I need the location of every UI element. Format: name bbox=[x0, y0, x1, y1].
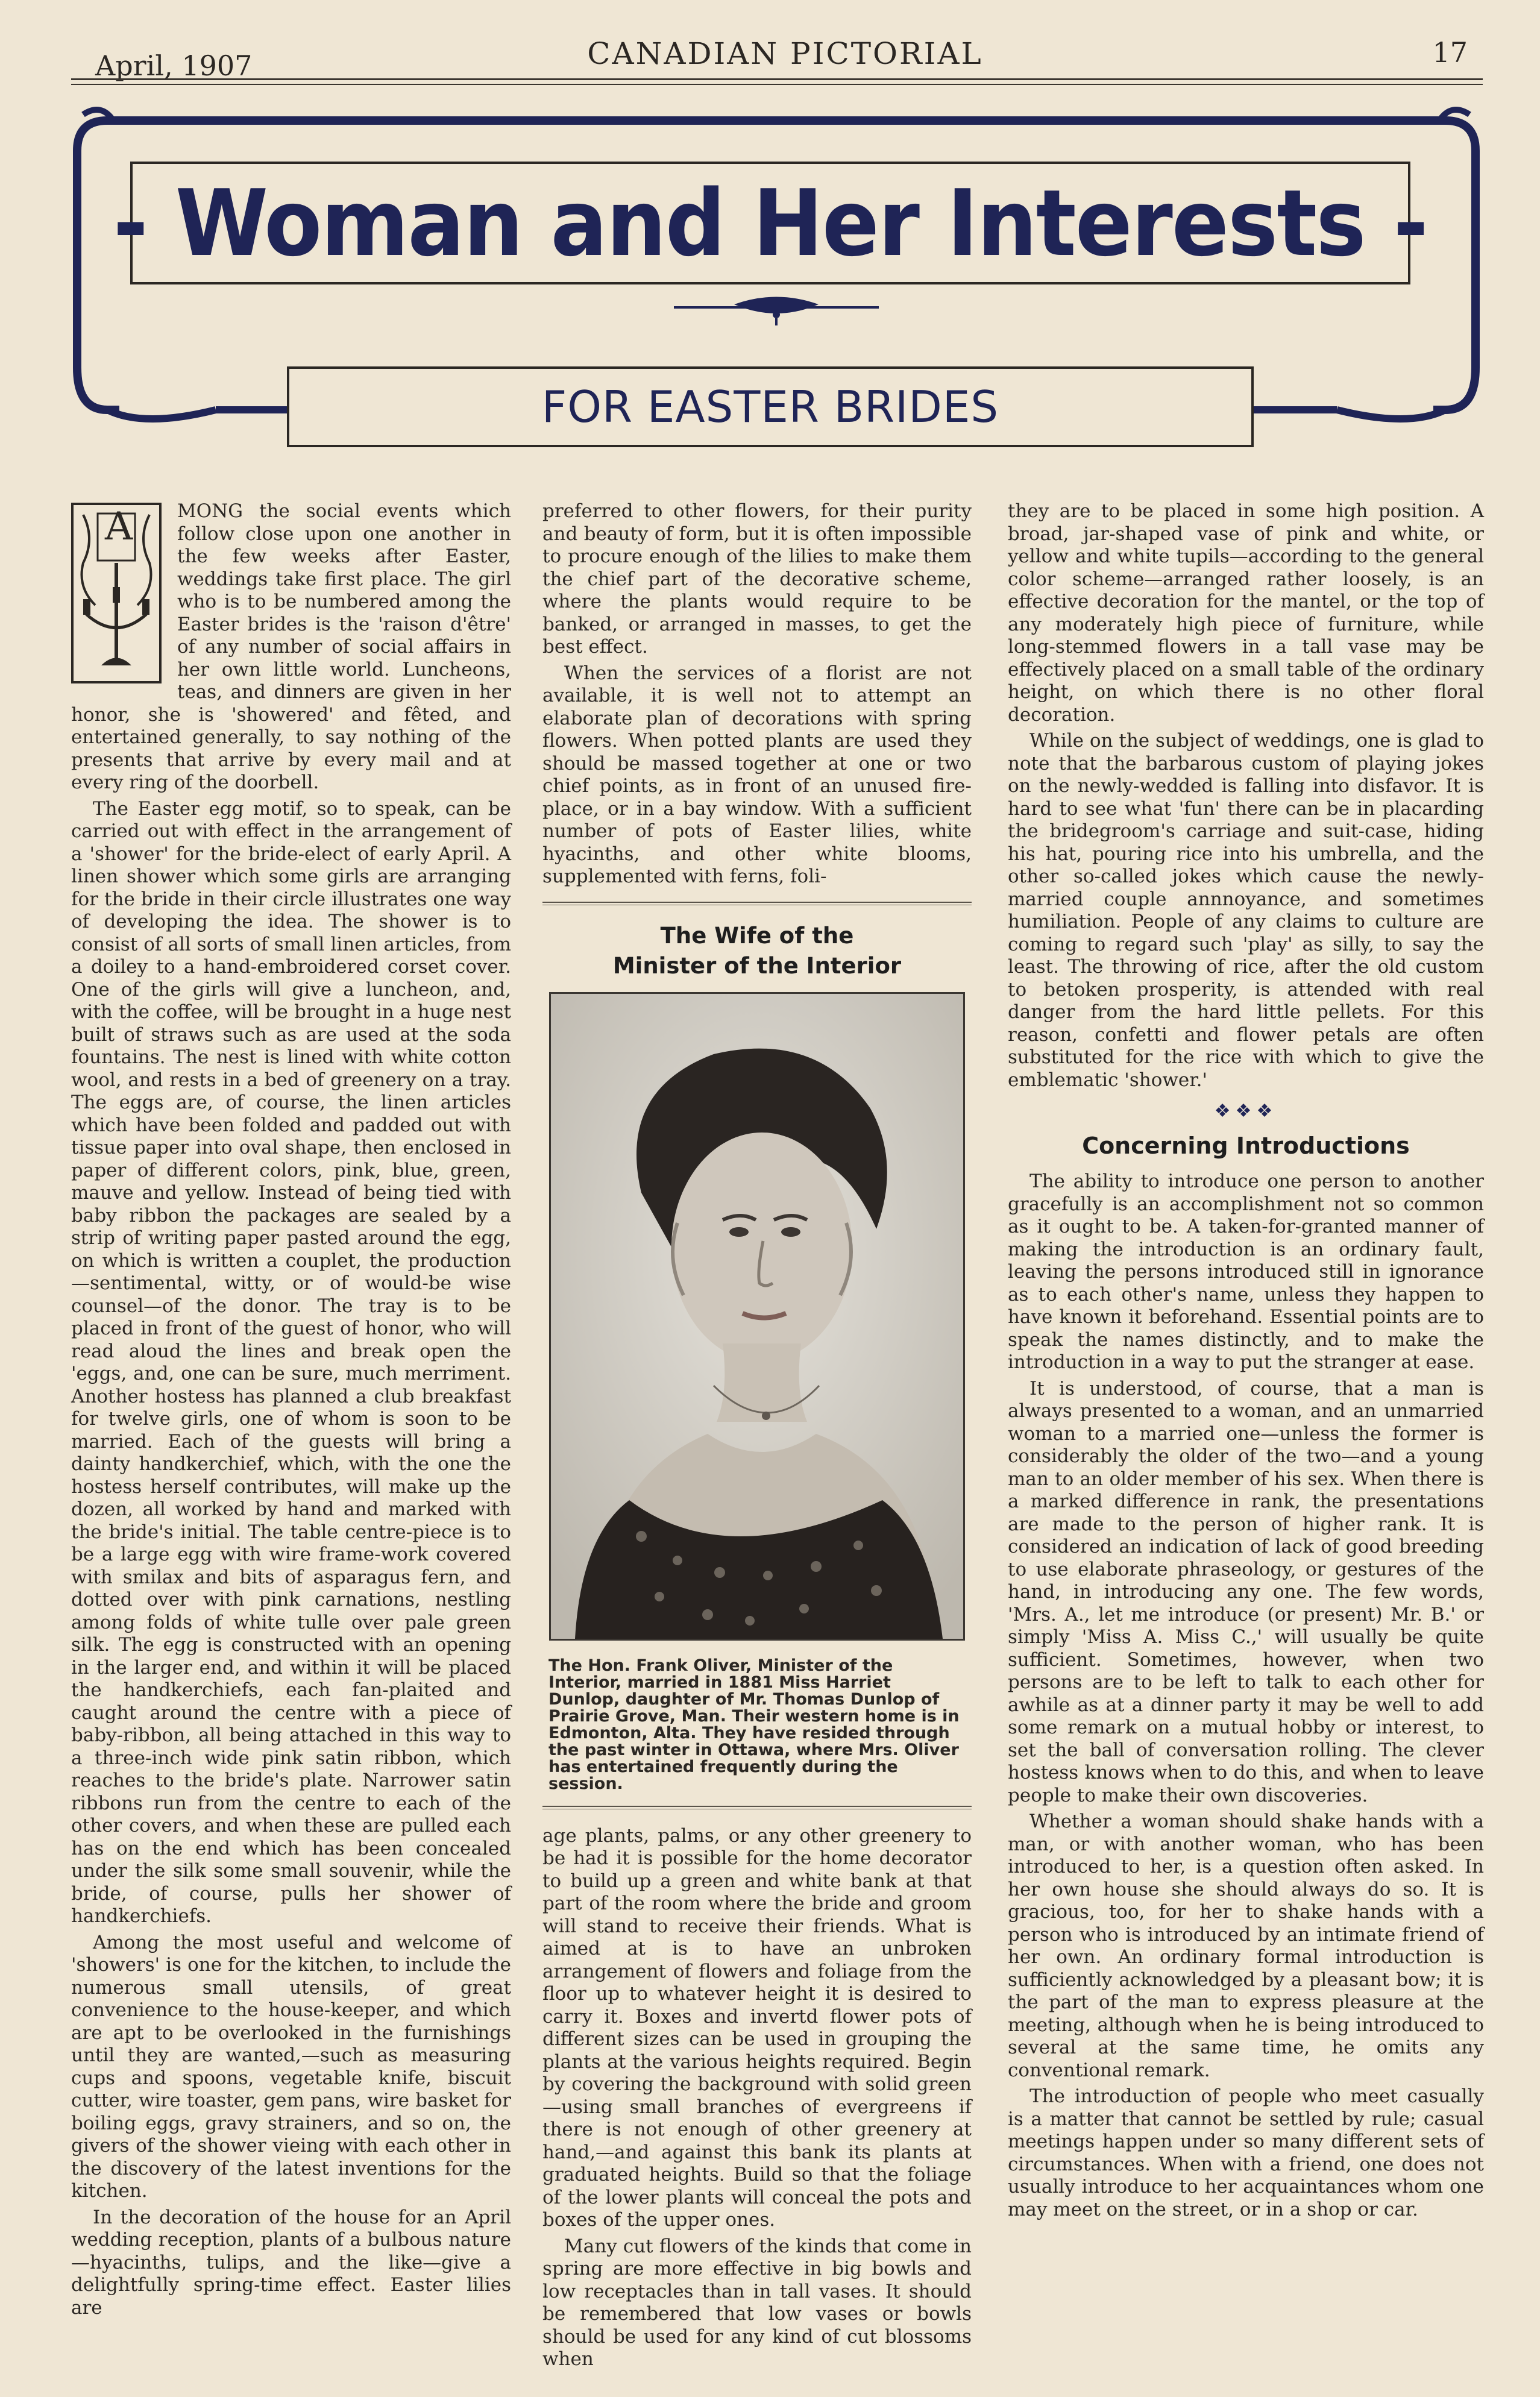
introductions-paragraph: It is understood, of course, that a man is always presented to a woman, and an unmarried woman to a married one—unless the former is considerably the older of the two—and a young man to an older member of his sex. When there is a marked difference in rank, the presentations are made to the person of higher rank. It is considered an indication of lack of good breeding to use elaborate phraseology, or gestures of the hand, in introducing any one. The few words, 'Mrs. A., let me introduce (or present) Mr. B.' or simply 'Miss A. Miss C.,' will usually be quite sufficient. Sometimes, however, when two persons are to be left to talk to each other for awhile as at a dinner party it may be well to add some remark on a mutual hobby or interest, to set the ball of conversation rolling. The clever hostess knows when to do this, and when to leave people to make their own discoveries. bbox=[1008, 1377, 1484, 1806]
header-rule bbox=[71, 78, 1483, 85]
running-head bbox=[90, 31, 1480, 86]
introductions-heading: Concerning Introductions bbox=[1082, 1132, 1410, 1159]
article-paragraph: The Easter egg motif, so to speak, can be carried out with effect in the arrangement of a 'shower' for the bride-elect of early April. A linen shower which some girls are arranging for the bride in their circle illustrates one way of developing the idea. The shower is to consist of all sorts of small linen articles, from a doiley to a hand-embroidered corset cover. One of the girls will give a luncheon, and, with the coffee, will be brought in a huge nest built of straws such as are used at the soda fountains. The nest is lined with white cotton wool, and rests in a bed of greenery on a tray. The eggs are, of course, the linen articles which have been folded and padded out with tissue paper into oval shape, then enclosed in paper of different colors, pink, blue, green, mauve and yellow. Instead of being tied with baby ribbon the packages are sealed by a strip of writing paper pasted around the egg, on which is written a couplet, the production—sentimental, witty, or of would-be wise counsel—of the donor. The tray is to be placed in front of the guest of honor, who will read aloud the lines and break open the 'eggs, and, one can be sure, much merriment. Another hostess has planned a club breakfast for twelve girls, one of whom is soon to be married. Each of the guests will bring a dainty handkerchief, which, with the one the hostess herself contributes, will make up the dozen, all worked by hand and marked with the bride's initial. The table centre-piece is to be a large egg with wire frame-work covered with smilax and bits of asparagus fern, and dotted over with pink carnations, nestling among folds of white tulle over pale green silk. The egg is constructed with an opening in the larger end, and within it will be placed the handkerchiefs, each fan-plaited and caught around the centre with a piece of baby-ribbon, all being attached in this way to a three-inch wide pink satin ribbon, which reaches to the bride's plate. Narrower satin ribbons run from the centre to each of the other covers, and when these are pulled each has on the end which has been concealed under the silk some small souvenir, while the bride, of course, pulls her shower of handkerchiefs. bbox=[71, 797, 511, 1927]
publication-name: CANADIAN PICTORIAL bbox=[587, 36, 983, 71]
banner-title: - Woman and Her Interests - bbox=[113, 169, 1428, 277]
section-banner bbox=[71, 96, 1482, 482]
column-divider bbox=[542, 1806, 972, 1809]
article-paragraph: preferred to other flowers, for their purity and beauty of form, but it is often impossible to procure enough of the lilies to make them the chief part of the decorative scheme, where the plants would require to be banked, or arranged in masses, to get the best effect. bbox=[542, 500, 972, 658]
portrait-heading-line-1: The Wife of the bbox=[660, 922, 854, 949]
article-paragraph: age plants, palms, or any other greenery to be had it is possible for the home decorator to build up a green and white bank at that part of the room where the bride and groom will stand to receive their friends. What is aimed at is to have an unbroken arrangement of flowers and foliage from the floor up to whatever height it is desired to carry it. Boxes and invertd flower pots of different sizes can be used in grouping the plants at the various heights required. Begin by covering the background with solid green—using small branches of evergreens if there is not enough of other greenery at hand,—and against this bank its plants at graduated heights. Build so that the foliage of the lower plants will conceal the pots and boxes of the upper ones. bbox=[542, 1824, 972, 2231]
article-column-2 bbox=[542, 500, 972, 2375]
page-number: 17 bbox=[1432, 36, 1468, 69]
article-paragraph: Among the most useful and welcome of 'showers' is one for the kitchen, to include the numerous small utensils, of great convenience to the house-keeper, and which are apt to be overlooked in the furnishings until they are wanted,—such as measuring cups and spoons, vegetable knife, biscuit cutter, wire toaster, gem pans, wire basket for boiling eggs, gravy strainers, and so on, the givers of the shower vieing with each other in the discovery of the latest inventions for the kitchen. bbox=[71, 1931, 511, 2202]
banner-title-box bbox=[113, 163, 1428, 283]
banner-subtitle: FOR EASTER BRIDES bbox=[541, 382, 999, 432]
woman-portrait-image bbox=[551, 994, 963, 1639]
article-column-3 bbox=[1008, 500, 1484, 2225]
introductions-paragraph: The introduction of people who meet casually is a matter that cannot be settled by rule; casual meetings happen under so many different sets of circumstances. When with a friend, one does not usually introduce to her acquaintances whom one may meet on the street, or in a shop or car. bbox=[1008, 2085, 1484, 2220]
portrait-caption: The Hon. Frank Oliver, Minister of the Interior, married in 1881 Miss Harriet Dunlop, daughter of Mr. Thomas Dunlop of Prairie Grove, Man. Their western home is in Edmonton, Alta. They have resided through the past winter in Ottawa, where Mrs. Oliver has entertained frequently during the session. bbox=[548, 1656, 960, 1793]
introductions-paragraph: Whether a woman should shake hands with a man, or with another woman, who has been introduced to her, is a question often asked. In her own house she should always do so. It is gracious, too, for her to shake hands with a person who is introduced by an intimate friend of her own. An ordinary formal introduction is sufficiently acknowledged by a pleasant bow; it is the part of the man to express pleasure at the meeting, although when he is being introduced to several at the same time, he omits any conventional remark. bbox=[1008, 1811, 1484, 2081]
introductions-paragraph: The ability to introduce one person to another gracefully is an accomplishment not so common as it ought to be. A taken-for-granted manner of making the introduction is an ordinary fault, leaving the persons introduced still in ignorance as to each other's name, unless they happen to have known it beforehand. Essential points are to speak the names distinctly, and to make the introduction in a way to put the stranger at ease. bbox=[1008, 1170, 1484, 1373]
section-dingbat: ❖❖❖ bbox=[1214, 1101, 1278, 1122]
article-paragraph: While on the subject of weddings, one is glad to note that the barbarous custom of playing jokes on the newly-wedded is falling into disfavor. It is hard to see what 'fun' there can be in placarding the bridegroom's carriage and suit-case, hiding his hat, pouring rice into his umbrella, and the other so-called jokes which cause the newly-married couple annnoyance, and sometimes humiliation. People of any claims to culture are coming to regard such 'play' as silly, to say the least. The throwing of rice, after the old custom to betoken prosperity, is attended with real danger from the hard little pellets. For this reason, confetti and flower petals are often substituted for the rice with which to give the emblematic 'shower.' bbox=[1008, 730, 1484, 1091]
article-paragraph: Many cut flowers of the kinds that come in spring are more effective in big bowls and low receptacles than in tall vases. It should be remembered that low vases or bowls should be used for any kind of cut blossoms when bbox=[542, 2235, 972, 2370]
portrait-heading bbox=[542, 921, 972, 981]
banner-subtitle-box bbox=[288, 368, 1252, 446]
ornamental-dropcap bbox=[71, 503, 162, 683]
article-paragraph: When the services of a florist are not available, it is well not to attempt an elaborate plan of decorations with spring flowers. When potted plants are used they should be massed together at one or two chief points, as in front of an unused fire-place, or in a bay window. With a sufficient number of pots of Easter lilies, white hyacinths, and other white blooms, supplemented with ferns, foli- bbox=[542, 662, 972, 887]
portrait-heading-line-2: Minister of the Interior bbox=[612, 952, 902, 979]
dropcap-letter: A bbox=[105, 504, 133, 549]
article-paragraph: MONG the social events which follow close upon one another in the few weeks after Easter, weddings take first place. The girl who is to be numbered among the Easter brides is the 'raison d'être' of any number of social affairs in her own little world. Luncheons, teas, and dinners are given in her honor, she is 'showered' and fêted, and entertained generally, to say nothing of the presents that arrive by every mail and at every ring of the doorbell. bbox=[71, 500, 511, 793]
column-divider bbox=[542, 902, 972, 905]
article-paragraph: they are to be placed in some high position. A broad, jar-shaped vase of pink and white, or yellow and white tupils—according to the general color scheme—arranged rather loosely, is an effective decoration for the mantel, or the top of any moderately high piece of furniture, while long-stemmed flowers in a tall vase may be effectively placed on a small table of the ordinary height, on which there is no other floral decoration. bbox=[1008, 500, 1484, 726]
article-column-1 bbox=[71, 500, 511, 2323]
portrait-photo bbox=[549, 992, 965, 1641]
issue-date: April, 1907 bbox=[95, 49, 253, 82]
article-paragraph: In the decoration of the house for an April wedding reception, plants of a bulbous nature —hyacinths, tulips, and the like—give a delightfully spring-time effect. Easter lilies are bbox=[71, 2206, 511, 2319]
